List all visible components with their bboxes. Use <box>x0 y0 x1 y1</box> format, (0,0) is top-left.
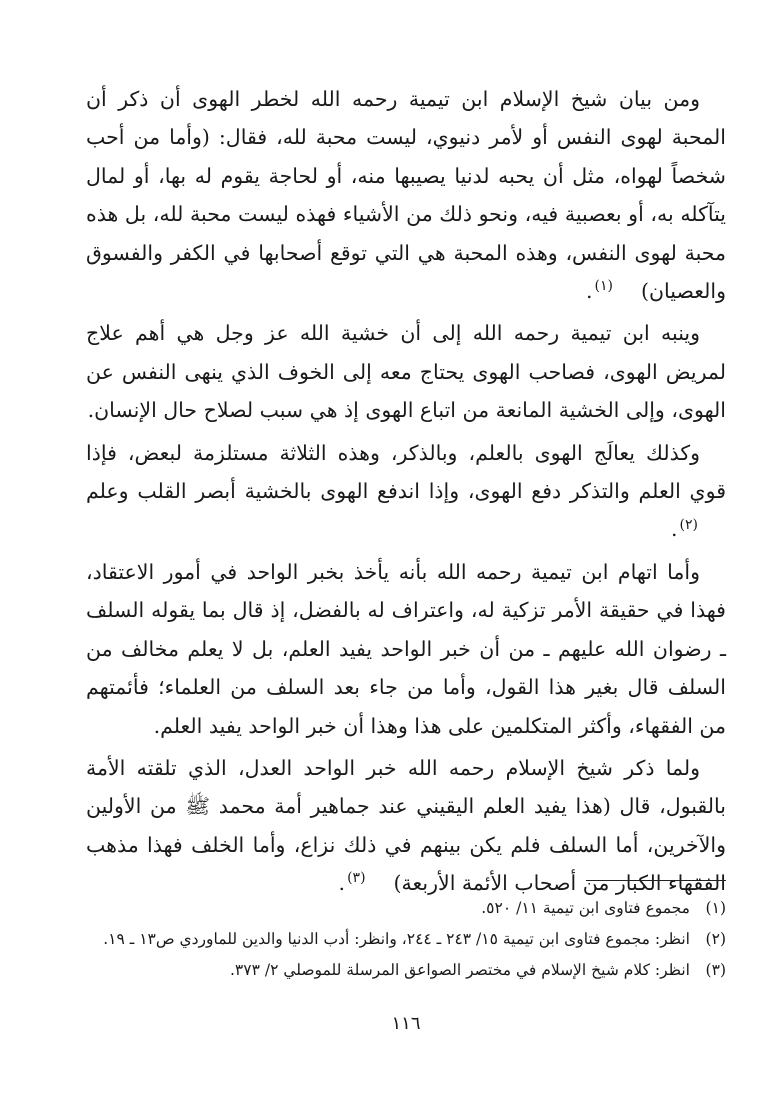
paragraph-text: ولما ذكر شيخ الإسلام رحمه الله خبر الواحد العدل، الذي تلقته الأمة بالقبول، قال (هذا يفيد العلم اليقيني عند جماهير أمة محمد ﷺ من الأولين والآخرين، أما السلف فلم يكن بينهم في ذلك نزاع، وأما الخلف فهذا مذهب الفقهاء الكبار من أصحاب الأئمة الأربعة) <box>86 755 726 896</box>
paragraph-end: . <box>671 517 678 542</box>
paragraph-text: وكذلك يعالَج الهوى بالعلم، وبالذكر، وهذه الثلاثة مستلزمة لبعض، فإذا قوي العلم والتذكر دفع الهوى، وإذا اندفع الهوى بالخشية أبصر القلب وعلم <box>86 440 726 504</box>
paragraph-text: وينبه ابن تيمية رحمه الله إلى أن خشية الله عز وجل هي أهم علاج لمريض الهوى، فصاحب الهوى يحتاج معه إلى الخوف الذي ينهى النفس عن الهوى، وإلى الخشية المانعة من اتباع الهوى إذ هي سبب لصلاح حال الإنسان. <box>86 321 726 423</box>
footnote-mark: (١) <box>594 278 613 295</box>
footnote-number: (٢) <box>705 930 726 948</box>
footnote-2 <box>86 926 726 953</box>
paragraph-single-narrator <box>86 553 726 745</box>
footnote-number: (١) <box>705 899 726 917</box>
footnote-mark: (٢) <box>679 516 698 533</box>
footnote-number: (٣) <box>705 961 726 979</box>
footnote-mark: (٣) <box>347 870 366 887</box>
paragraph-text: وأما اتهام ابن تيمية رحمه الله بأنه يأخذ بخبر الواحد في أمور الاعتقاد، فهذا في حقيقة الأمر تزكية له، واعتراف له بالفضل، إذ قال بما يقوله السلف ـ رضوان الله عليهم ـ من أن خبر الواحد يفيد العلم، بل لا يعلم مخالف من السلف قال بغير هذا القول، وأما من جاء بعد السلف من العلماء؛ فأئمتهم من الفقهاء، وأكثر المتكلمين على هذا وهذا أن خبر الواحد يفيد العلم. <box>86 559 726 738</box>
footnote-text: مجموع فتاوى ابن تيمية ١١/ ٥٢٠. <box>481 899 690 917</box>
paragraph-end: . <box>586 279 593 304</box>
footnote-text: انظر: مجموع فتاوى ابن تيمية ١٥/ ٢٤٣ ـ ٢٤٤، وانظر: أدب الدنيا والدين للماوردي ص١٣ ـ ١٩. <box>103 930 690 948</box>
paragraph-fear-of-god <box>86 314 726 429</box>
paragraph-end: . <box>338 871 346 896</box>
footnote-text: انظر: كلام شيخ الإسلام في مختصر الصواعق المرسلة للموصلي ٢/ ٣٧٣. <box>229 961 690 979</box>
footnote-divider <box>586 880 726 881</box>
footnote-1 <box>86 895 726 922</box>
paragraph-text: ومن بيان شيخ الإسلام ابن تيمية رحمه الله لخطر الهوى أن ذكر أن المحبة لهوى النفس أو لأمر دنيوي، ليست محبة لله، فقال: (وأما من أحب شخصاً لهواه، مثل أن يحبه لدنيا يصيبها منه، أو لحاجة يقوم له بها، أو لمال يتآكله به، أو بعصبية فيه، ونحو ذلك من الأشياء فهذه ليست محبة لله، بل هذه محبة لهوى النفس، وهذه المحبة هي التي توقع أصحابها في الكفر والفسوق والعصيان) <box>86 87 726 304</box>
footnotes <box>86 895 726 988</box>
page-body <box>86 80 726 1034</box>
footnote-3 <box>86 957 726 984</box>
paragraph-knowledge-remembrance <box>86 434 726 549</box>
page-number: ١١٦ <box>391 1013 421 1034</box>
paragraph-love-for-god <box>86 80 726 310</box>
